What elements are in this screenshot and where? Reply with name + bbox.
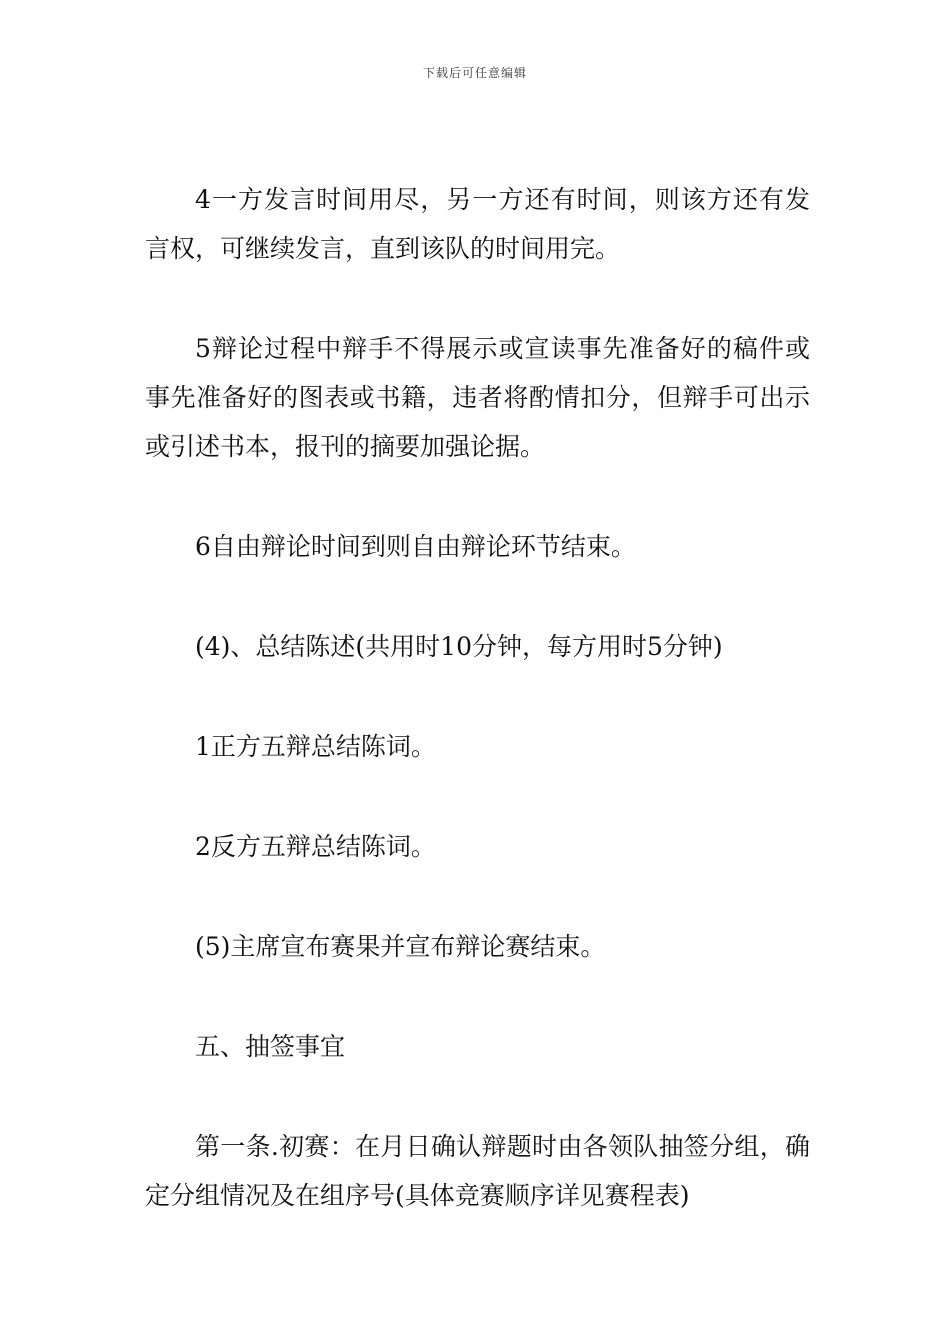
paragraph-affirmative-closing: 1正方五辩总结陈词。	[195, 732, 436, 761]
paragraph-rule-4: 4一方发言时间用尽，另一方还有时间，则该方还有发言权，可继续发言，直到该队的时间用完。	[145, 185, 810, 263]
page-header: 下载后可任意编辑	[422, 66, 527, 80]
paragraph-rule-6: 6自由辩论时间到则自由辩论环节结束。	[195, 532, 636, 561]
section-heading-draw: 五、抽签事宜	[195, 1032, 346, 1061]
paragraph-article-one: 第一条.初赛：在月日确认辩题时由各领队抽签分组，确定分组情况及在组序号(具体竞赛顺序详见赛程表)	[145, 1132, 810, 1210]
paragraph-chair-announcement: (5)主席宣布赛果并宣布辩论赛结束。	[195, 932, 606, 961]
document-body	[145, 175, 810, 1271]
paragraph-rule-5: 5辩论过程中辩手不得展示或宣读事先准备好的稿件或事先准备好的图表或书籍，违者将酌情扣分，但辩手可出示或引述书本，报刊的摘要加强论据。	[145, 334, 810, 461]
paragraph-negative-closing: 2反方五辩总结陈词。	[195, 832, 436, 861]
paragraph-closing-statement-heading: (4)、总结陈述(共用时10分钟，每方用时5分钟)	[195, 632, 723, 661]
